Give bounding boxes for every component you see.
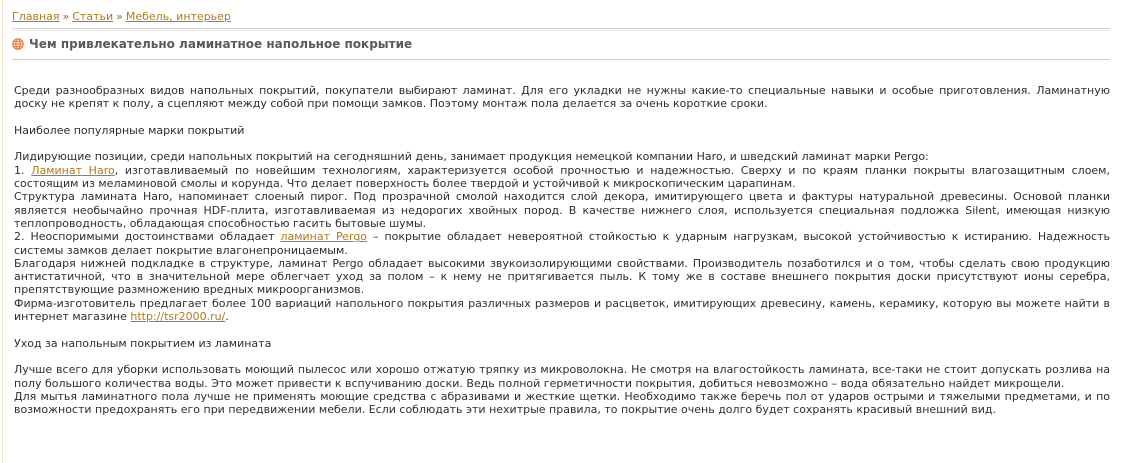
breadcrumb-category-link[interactable]: Мебель, интерьер [125, 10, 231, 23]
article-body [14, 84, 1110, 416]
article-paragraph: Лидирующие позиции, среди напольных покрытий на сегодняшний день, занимает продукция немецкой компании Haro, и шведский ламинат марки Pergo: [14, 150, 929, 164]
page-title: Чем привлекательно ламинатное напольное покрытие [29, 37, 413, 51]
article-paragraph: 1. Ламинат Haro, изготавливаемый по новейшим технологиям, характеризуется особой прочностью и надежностью. Сверху и по краям планки покрыты влагозащитным слоем, состоящим из меламиновой смолы и корунда. Что делает поверхность более твердой и устойчивой к микроскопическим царапинам. [14, 163, 1110, 191]
breadcrumb-separator: » [62, 10, 70, 23]
page-title-bar [12, 28, 1110, 60]
article-paragraph: Фирма-изготовитель предлагает более 100 вариаций напольного покрытия различных размеров и расцветок, имитирующих древесину, камень, керамику, которую вы можете найти в интернет магазине http://tsr2000.ru/. [14, 296, 1110, 324]
shop-url-link[interactable]: http://tsr2000.ru/ [130, 310, 226, 324]
breadcrumb [12, 10, 231, 24]
article-subheading: Наиболее популярные марки покрытий [14, 123, 245, 137]
left-border [2, 0, 3, 463]
pergo-laminate-link[interactable]: ламинат Pergo [280, 230, 368, 244]
breadcrumb-home-link[interactable]: Главная [12, 10, 60, 23]
article-paragraph: Среди разнообразных видов напольных покрытий, покупатели выбирают ламинат. Для его укладки не нужны какие-то специальные навыки и особые приготовления. Ламинатную доску не крепят к полу, а сцепляют между собой при помощи замков. Поэтому монтаж пола делается за очень короткие сроки. [14, 84, 1110, 111]
globe-icon [12, 38, 24, 50]
breadcrumb-separator: » [116, 10, 123, 23]
article-paragraph: 2. Неоспоримыми достоинствами обладает ламинат Pergo – покрытие обладает невероятной стойкостью к ударным нагрузкам, высокой устойчивостью к истиранию. Надежность системы замков делает покрытие влагонепроницаемым. [14, 230, 1110, 257]
article-paragraph: Лучше всего для уборки использовать моющий пылесос или хорошо отжатую тряпку из микроволокна. Не смотря на влагостойкость ламината, все-таки не стоит допускать розлива на полу большого количества воды. Это может привести к вспучиванию доски. Ведь полной герметичности покрытия, добиться невозможно – вода обязательно найдет микрощели. [14, 363, 1110, 390]
breadcrumb-articles-link[interactable]: Статьи [72, 10, 114, 23]
article-paragraph: Для мытья ламинатного пола лучше не применять моющие средства с абразивами и жесткие щетки. Необходимо также беречь пол от ударов острыми и тяжелыми предметами, и по возможности предохранять его при передвижении мебели. Если соблюдать эти нехитрые правила, то покрытие очень долго будет сохранять красивый внешний вид. [14, 389, 1110, 417]
article-subheading: Уход за напольным покрытием из ламината [14, 336, 272, 350]
article-paragraph: Благодаря нижней подкладке в структуре, ламинат Pergo обладает высокими звукоизолирующими свойствами. Производитель позаботился и о том, чтобы сделать свою продукцию антистатичной, что в значительной мере облегчает уход за полом – к нему не притягивается пыль. К тому же в составе внешнего покрытия доски присутствуют ионы серебра, препятствующие размножению вредных микроорганизмов. [14, 256, 1110, 297]
haro-laminate-link[interactable]: Ламинат Haro [31, 163, 115, 177]
article-paragraph: Структура ламината Haro, напоминает слоеный пирог. Под прозрачной смолой находится слой декора, имитирующего цвета и фактуры натуральной древесины. Основой планки является необычайно прочная HDF-плита, изготавливаемая из недорогих хвойных пород. В качестве нижнего слоя, используется специальная подложка Silent, имеющая низкую теплопроводность, обладающая способностью гасить бытовые шумы. [14, 190, 1110, 230]
